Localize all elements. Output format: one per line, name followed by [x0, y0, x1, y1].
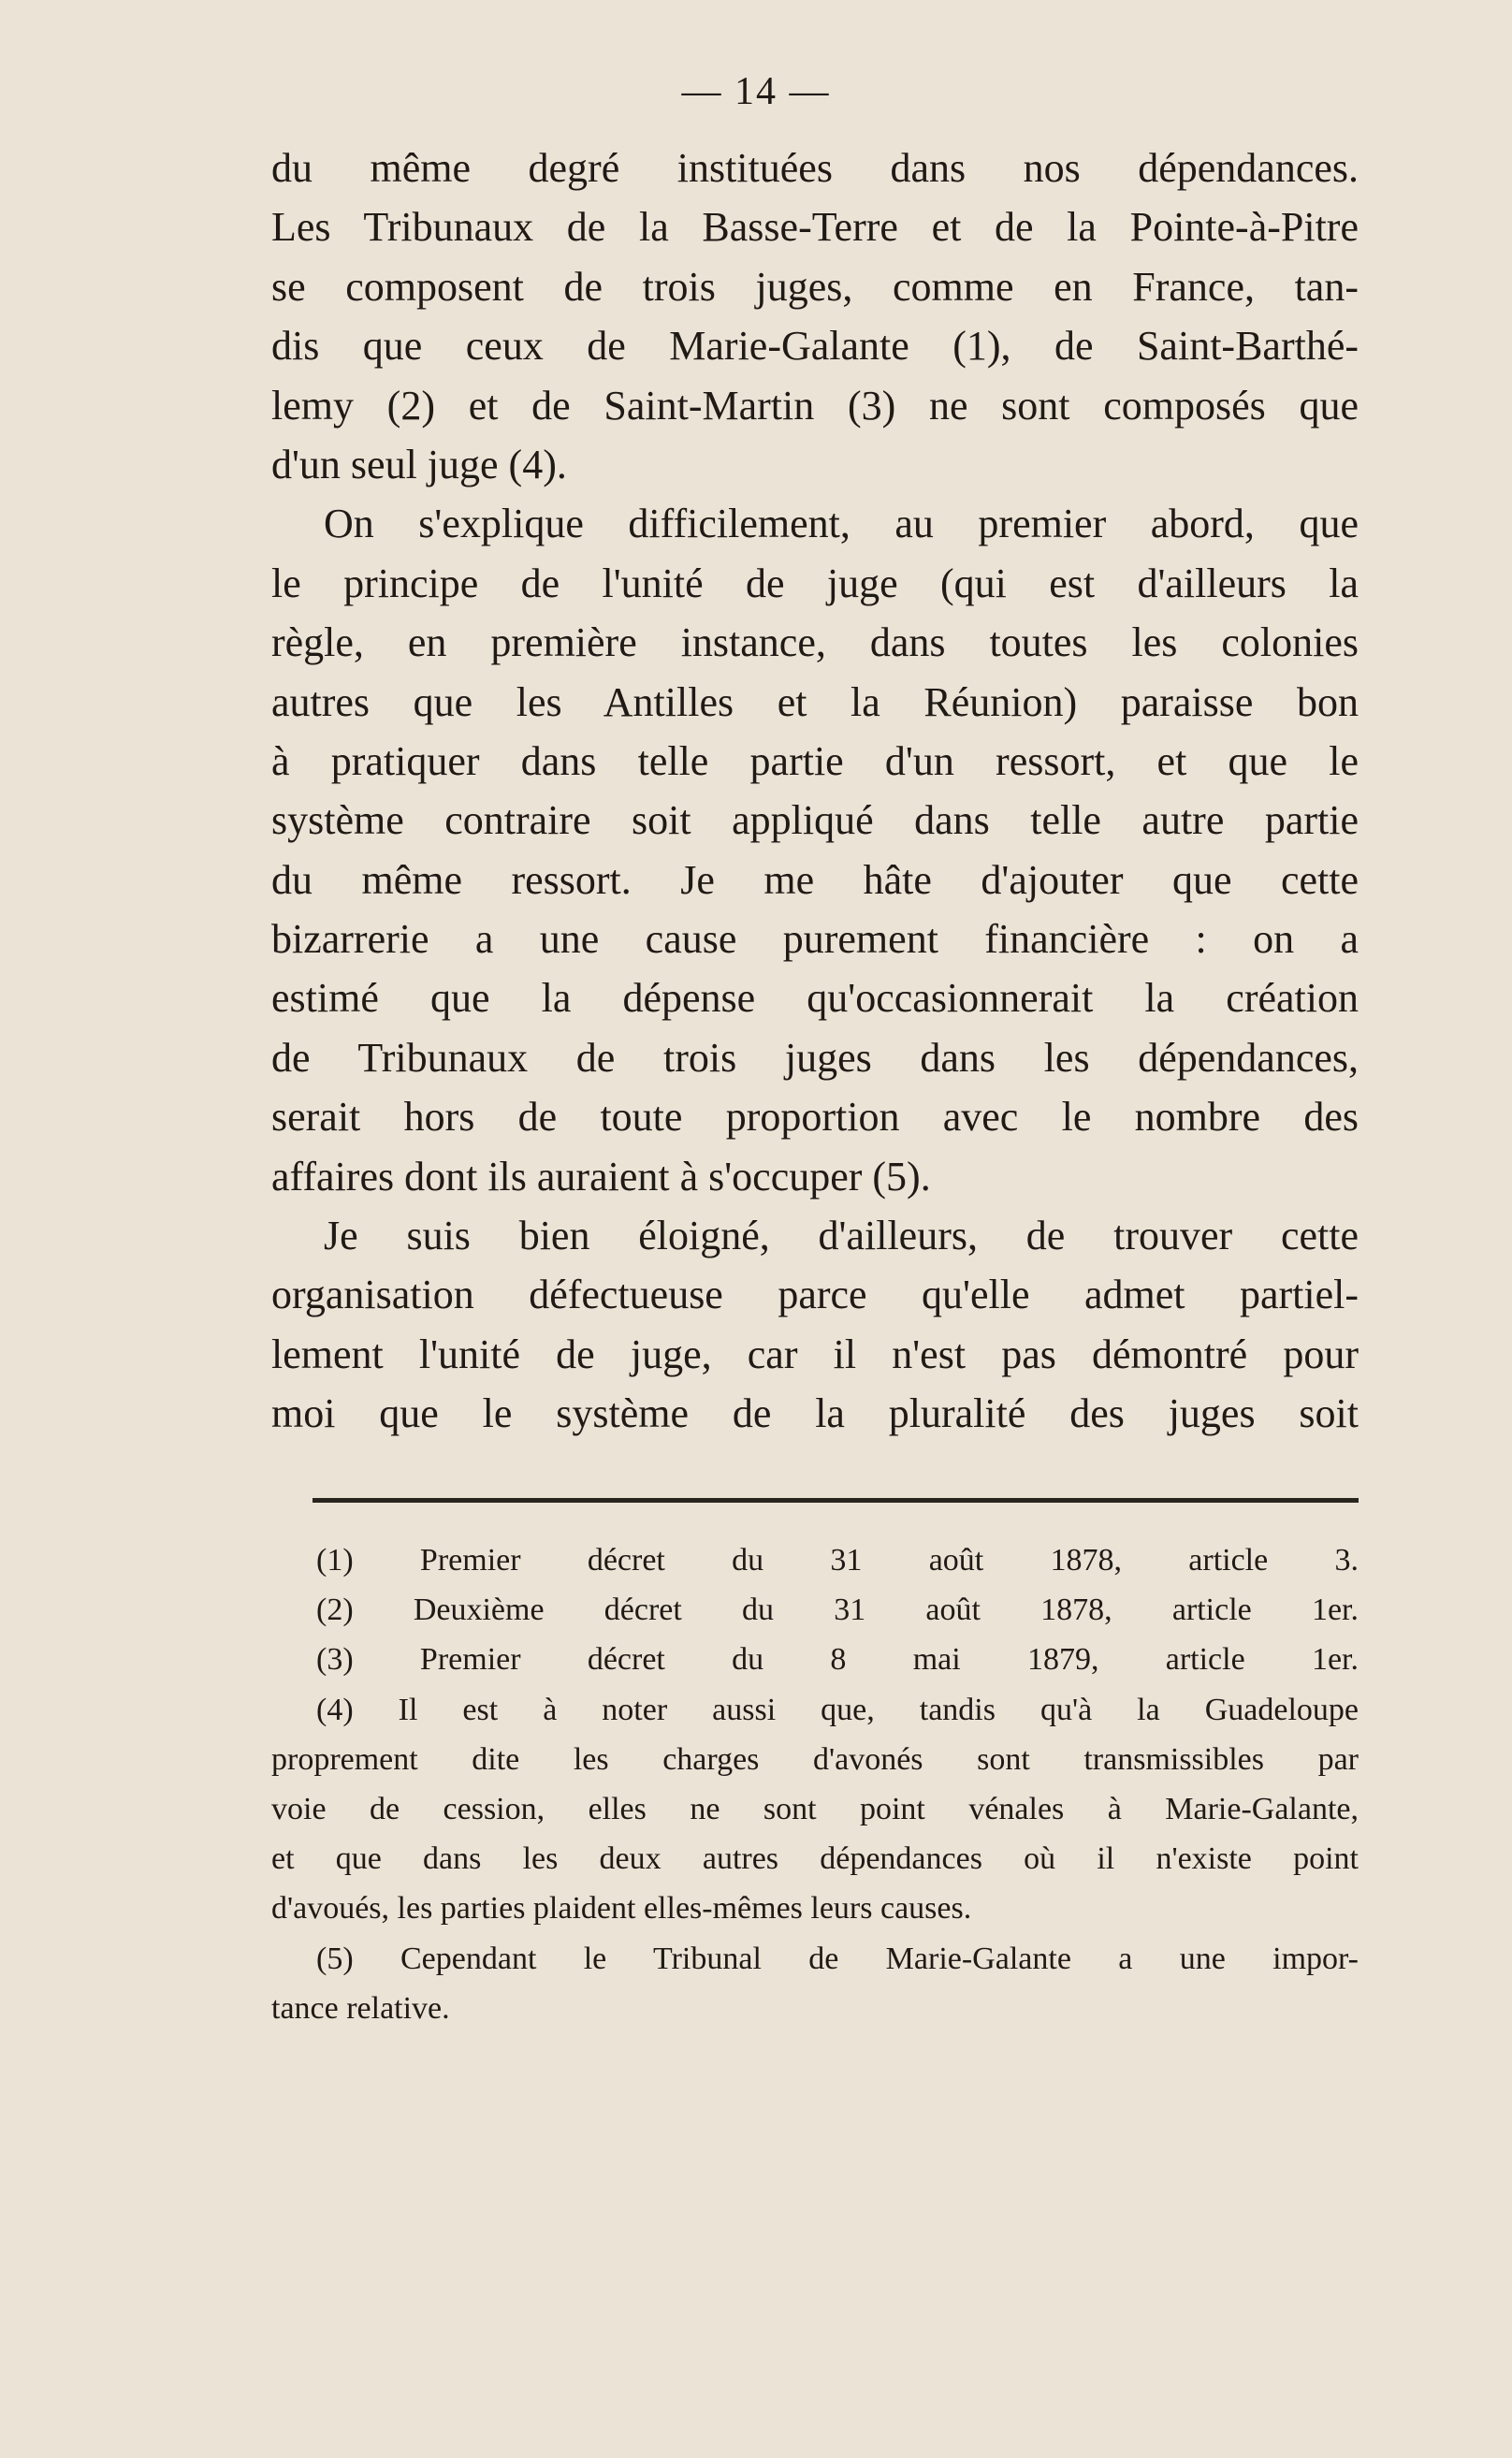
footnote-line: (3) Premier décret du 8 mai 1879, article 1er.: [316, 1642, 1359, 1678]
body-line: d'un seul juge (4).: [271, 441, 567, 487]
body-text: [271, 138, 1359, 1444]
body-line: du même degré instituées dans nos dépendances.: [271, 145, 1359, 191]
body-line: à pratiquer dans telle partie d'un ressort, et que le: [271, 737, 1359, 784]
footnote-line: (4) Il est à noter aussi que, tandis qu'à la Guadeloupe: [316, 1692, 1359, 1727]
body-line: Les Tribunaux de la Basse-Terre et de la Pointe-à-Pitre: [271, 204, 1359, 251]
body-line: affaires dont ils auraient à s'occuper (5).: [271, 1153, 931, 1200]
body-line: Je suis bien éloigné, d'ailleurs, de trouver cette: [324, 1213, 1359, 1259]
body-line: le principe de l'unité de juge (qui est d'ailleurs la: [271, 560, 1359, 606]
body-line: règle, en première instance, dans toutes les colonies: [271, 619, 1359, 666]
footnote-line: proprement dite les charges d'avonés sont transmissibles par: [271, 1741, 1359, 1777]
footnote-line: d'avoués, les parties plaident elles-mêmes leurs causes.: [271, 1891, 972, 1927]
footnote-separator: [313, 1498, 1359, 1503]
footnote-line: (1) Premier décret du 31 août 1878, article 3.: [316, 1543, 1359, 1578]
footnote-line: (2) Deuxième décret du 31 août 1878, article 1er.: [316, 1593, 1359, 1628]
body-line: On s'explique difficilement, au premier abord, que: [324, 501, 1359, 547]
body-line: moi que le système de la pluralité des juges soit: [271, 1390, 1359, 1437]
body-line: se composent de trois juges, comme en France, tan-: [271, 263, 1359, 310]
page-number: — 14 —: [681, 70, 831, 113]
body-line: bizarrerie a une cause purement financière : on a: [271, 916, 1359, 963]
body-line: organisation défectueuse parce qu'elle admet partiel-: [271, 1272, 1359, 1318]
body-line: système contraire soit appliqué dans telle autre partie: [271, 797, 1359, 844]
body-line: lemy (2) et de Saint-Martin (3) ne sont composés que: [271, 382, 1359, 429]
footnote-line: voie de cession, elles ne sont point vénales à Marie-Galante,: [271, 1791, 1359, 1826]
body-line: autres que les Antilles et la Réunion) paraisse bon: [271, 678, 1359, 725]
body-line: de Tribunaux de trois juges dans les dépendances,: [271, 1034, 1359, 1081]
footnote-line: tance relative.: [271, 1990, 450, 2026]
body-line: serait hors de toute proportion avec le nombre des: [271, 1094, 1359, 1141]
body-line: lement l'unité de juge, car il n'est pas démontré pour: [271, 1331, 1359, 1377]
footnotes: [271, 1535, 1359, 2033]
body-line: dis que ceux de Marie-Galante (1), de Saint-Barthé-: [271, 323, 1359, 370]
body-line: du même ressort. Je me hâte d'ajouter que cette: [271, 856, 1359, 903]
footnote-line: et que dans les deux autres dépendances où il n'existe point: [271, 1841, 1359, 1877]
footnote-line: (5) Cependant le Tribunal de Marie-Galante a une impor-: [316, 1941, 1359, 1976]
body-line: estimé que la dépense qu'occasionnerait la création: [271, 975, 1359, 1022]
